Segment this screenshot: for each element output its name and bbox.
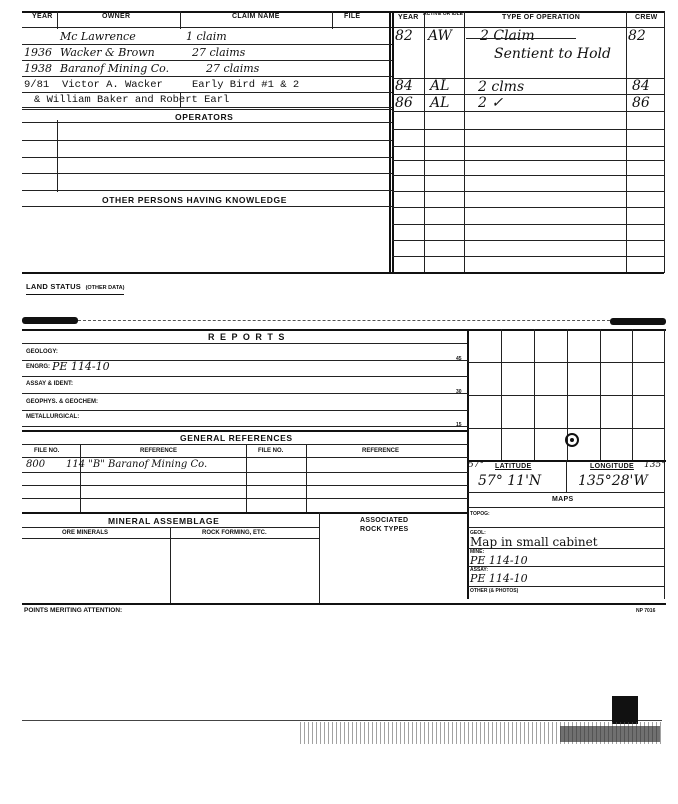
rock-types-label: ROCK TYPES: [360, 526, 409, 533]
owner-name: Mc Lawrence: [60, 30, 136, 43]
lat-number: 57°: [468, 460, 484, 470]
owner-year: 1938: [24, 62, 52, 75]
geol-value: Map in small cabinet: [470, 535, 598, 549]
scan-edge-line: [22, 720, 662, 721]
report-label-metallurgical: METALLURGICAL:: [26, 414, 80, 420]
owner-year: 9/81: [24, 79, 50, 91]
report-label-geophys: GEOPHYS. & GEOCHEM:: [26, 399, 99, 405]
report-scale-15: 15: [456, 422, 462, 428]
col-header-type-of-operation: TYPE OF OPERATION: [502, 14, 581, 21]
gen-ref-header-ref-1: REFERENCE: [140, 448, 178, 454]
owner-name: & William Baker and Robert Earl: [34, 94, 230, 106]
operation-crew: 86: [632, 95, 650, 111]
other-persons-title: OTHER PERSONS HAVING KNOWLEDGE: [102, 195, 288, 205]
col-header-claim-name: CLAIM NAME: [232, 13, 280, 20]
latitude-value: 57° 11'N: [478, 473, 542, 489]
col-header-year-2: YEAR: [398, 14, 419, 21]
scan-smudge: [560, 726, 660, 742]
report-label-geology: GEOLOGY:: [26, 349, 58, 355]
reports-title: R E P O R T S: [208, 332, 286, 342]
owner-name: Wacker & Brown: [60, 46, 155, 59]
col-header-active-idle: ACTIVE OR IDLE: [423, 11, 464, 17]
operation-year: 84: [395, 78, 413, 94]
maps-label: MAPS: [552, 496, 574, 503]
col-header-year: YEAR: [32, 13, 53, 20]
operation-type: 2 Claim: [480, 28, 535, 44]
other-photos-label: OTHER (& PHOTOS): [470, 588, 519, 594]
operation-type: Sentient to Hold: [494, 46, 611, 62]
gen-ref-file: 800: [26, 459, 46, 470]
land-status-label-group: [26, 276, 124, 295]
claim-name: 1 claim: [186, 30, 227, 43]
operation-status: AL: [430, 78, 450, 94]
owner-name: Baranof Mining Co.: [60, 62, 170, 75]
form-number: NP 7016: [636, 608, 656, 614]
operation-type: 2 ✓: [478, 95, 504, 111]
latitude-label: LATITUDE: [495, 463, 532, 470]
gen-ref-header-ref-2: REFERENCE: [362, 448, 400, 454]
report-scale-45: 45: [456, 356, 462, 362]
land-status-label: LAND STATUS: [26, 282, 82, 291]
assay-label: ASSAY:: [470, 567, 489, 573]
owner-name: Victor A. Wacker: [62, 79, 163, 91]
scan-fold-mark-left: [22, 317, 78, 324]
assay-value: PE 114-10: [470, 572, 528, 585]
long-number: 135°: [644, 460, 666, 470]
col-header-file: FILE: [344, 13, 361, 20]
gen-ref-header-file-2: FILE NO.: [258, 448, 284, 454]
geol-label: GEOL:: [470, 530, 486, 536]
operation-type: 2 clms: [478, 79, 525, 95]
operation-status: AW: [428, 28, 452, 44]
report-scale-30: 30: [456, 389, 462, 395]
owner-year: 1936: [24, 46, 52, 59]
longitude-value: 135°28'W: [578, 473, 648, 489]
report-label-assay: ASSAY & IDENT:: [26, 381, 74, 387]
location-marker-icon: [565, 433, 579, 447]
land-status-sub: (OTHER DATA): [85, 285, 125, 291]
mineral-assemblage-title: MINERAL ASSEMBLAGE: [108, 516, 220, 526]
operation-status: AL: [430, 95, 450, 111]
general-references-title: GENERAL REFERENCES: [180, 433, 293, 443]
claim-name: 27 claims: [206, 62, 260, 75]
scan-artifact-block: [612, 696, 638, 724]
topog-label: TOPOG:: [470, 511, 490, 517]
claim-name: Early Bird #1 & 2: [192, 79, 300, 91]
longitude-label: LONGITUDE: [590, 463, 634, 470]
associated-label: ASSOCIATED: [360, 517, 409, 524]
mine-label: MINE:: [470, 549, 485, 555]
col-header-owner: OWNER: [102, 13, 131, 20]
points-meriting-attention-label: POINTS MERITING ATTENTION:: [24, 607, 123, 614]
ore-minerals-label: ORE MINERALS: [62, 530, 109, 536]
report-value-engrg: PE 114-10: [52, 360, 110, 373]
operation-crew: 84: [632, 78, 650, 94]
operation-year: 86: [395, 95, 413, 111]
mine-value: PE 114-10: [470, 554, 528, 567]
gen-ref-header-file-1: FILE NO.: [34, 448, 60, 454]
claim-name: 27 claims: [192, 46, 246, 59]
operators-title: OPERATORS: [175, 112, 234, 122]
scan-fold-mark-right: [610, 318, 666, 325]
col-header-crew: CREW: [635, 14, 658, 21]
gen-ref-reference: 114 "B" Baranof Mining Co.: [66, 459, 208, 470]
operation-year: 82: [395, 28, 413, 44]
operation-crew: 82: [628, 28, 646, 44]
report-label-engrg: ENGRG:: [26, 364, 50, 370]
rock-forming-label: ROCK FORMING, ETC.: [202, 530, 267, 536]
